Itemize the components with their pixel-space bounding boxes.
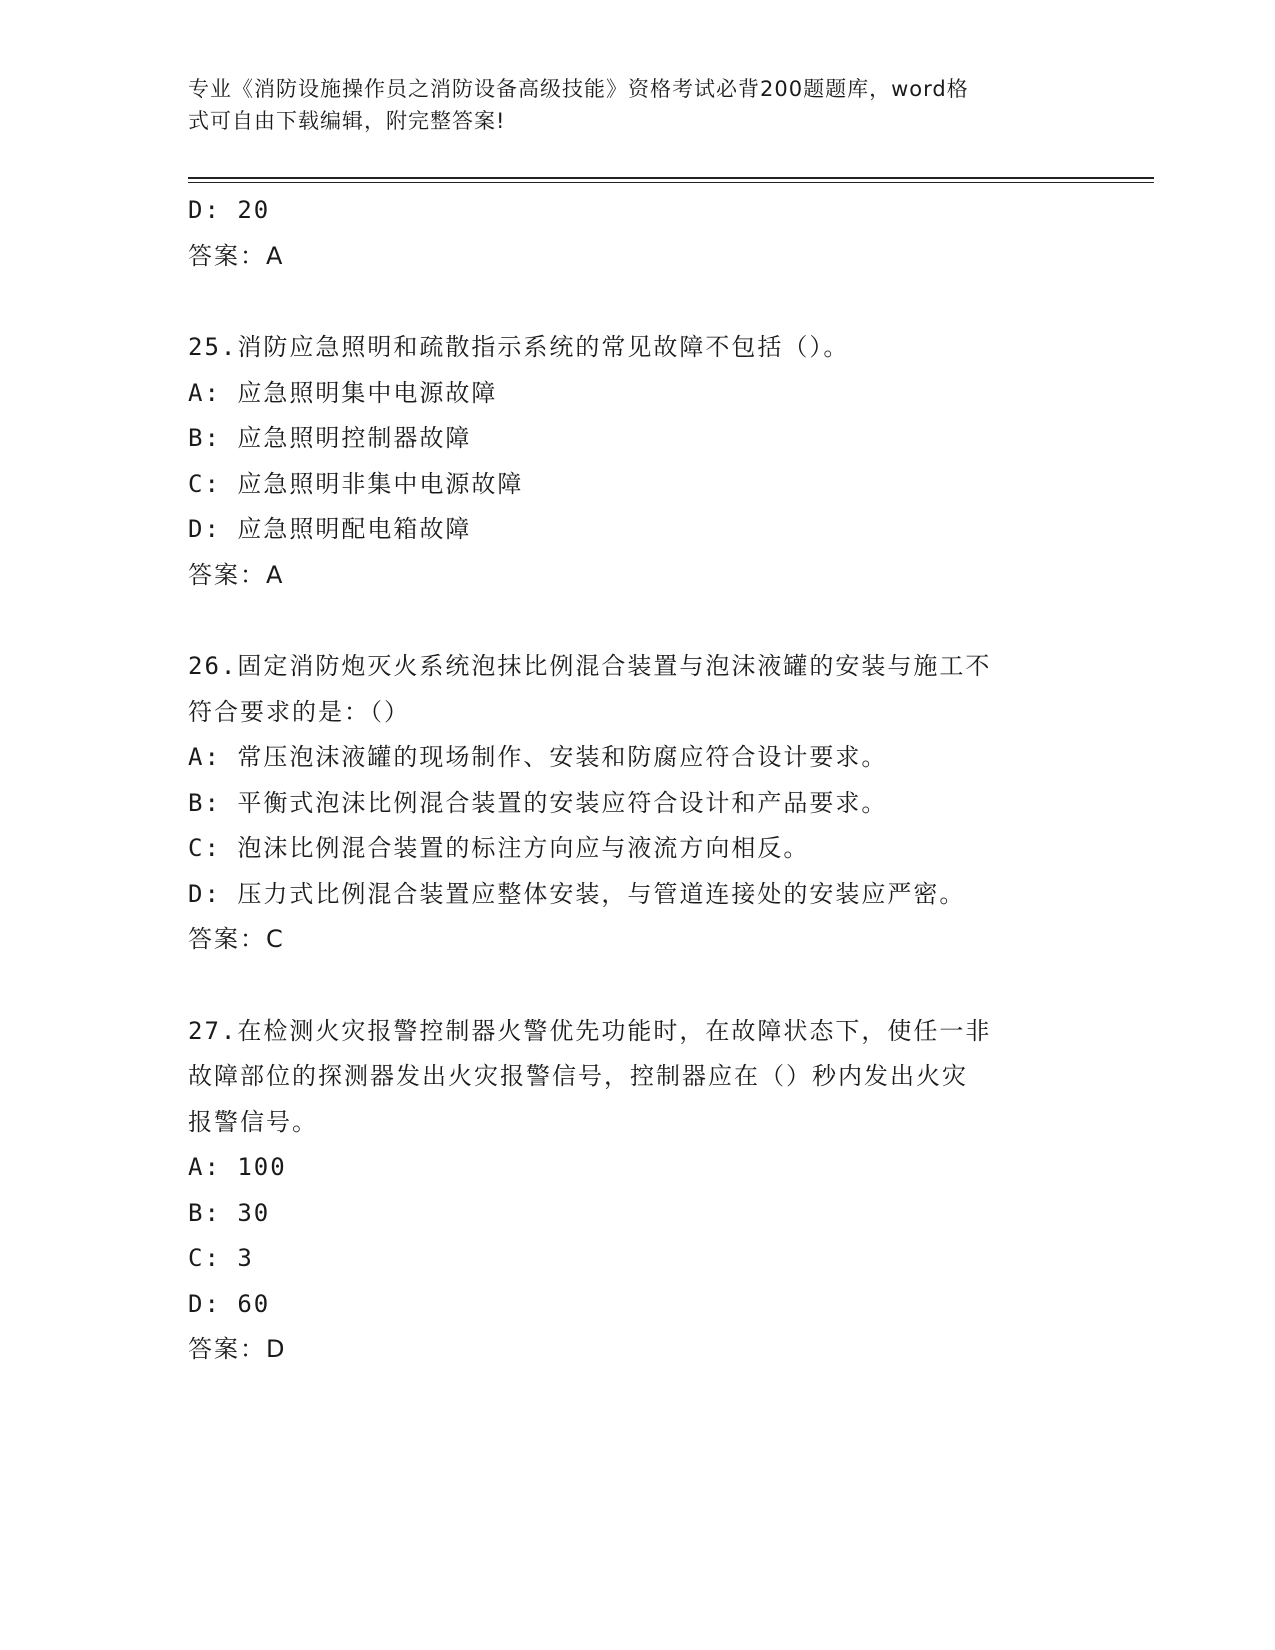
option-b: B: 30 — [188, 1198, 271, 1227]
prev-option-d: D: 20 — [188, 196, 271, 224]
document-header — [188, 73, 1068, 137]
header-divider-thin — [188, 182, 1154, 183]
option-c: C: 应急照明非集中电源故障 — [188, 469, 524, 498]
answer: 答案：C — [188, 925, 285, 953]
option-b: B: 平衡式泡沫比例混合装置的安装应符合设计和产品要求。 — [188, 788, 888, 817]
question-27 — [188, 1009, 1088, 1373]
option-a: A: 应急照明集中电源故障 — [188, 378, 498, 407]
option-d: D: 压力式比例混合装置应整体安装，与管道连接处的安装应严密。 — [188, 879, 966, 908]
question-25 — [188, 325, 1088, 598]
option-a: A: 常压泡沫液罐的现场制作、安装和防腐应符合设计要求。 — [188, 743, 888, 771]
question-text-line-3: 报警信号。 — [188, 1107, 318, 1136]
prev-answer: 答案：A — [188, 241, 285, 270]
option-b: B: 应急照明控制器故障 — [188, 424, 472, 452]
question-text-line-2: 符合要求的是：（） — [188, 697, 410, 726]
option-a: A: 100 — [188, 1153, 287, 1181]
question-list — [188, 188, 1088, 1373]
question-text-line-2: 故障部位的探测器发出火灾报警信号，控制器应在（）秒内发出火灾 — [188, 1062, 968, 1090]
question-26 — [188, 644, 1088, 963]
header-line-1: 专业《消防设施操作员之消防设备高级技能》资格考试必背200题题库，word格 — [188, 77, 969, 101]
option-c: C: 泡沫比例混合装置的标注方向应与液流方向相反。 — [188, 834, 810, 862]
answer: 答案：A — [188, 560, 285, 589]
answer: 答案：D — [188, 1335, 287, 1363]
question-text-line-1: 26.固定消防炮灭火系统泡抹比例混合装置与泡沫液罐的安装与施工不 — [188, 652, 992, 680]
header-divider — [188, 177, 1154, 179]
option-d: D: 60 — [188, 1289, 271, 1318]
question-text: 25.消防应急照明和疏散指示系统的常见故障不包括（）。 — [188, 333, 850, 361]
question-text-line-1: 27.在检测火灾报警控制器火警优先功能时，在故障状态下，使任一非 — [188, 1016, 992, 1045]
option-c: C: 3 — [188, 1244, 254, 1272]
option-d: D: 应急照明配电箱故障 — [188, 515, 472, 543]
header-line-2: 式可自由下载编辑，附完整答案! — [188, 109, 506, 133]
